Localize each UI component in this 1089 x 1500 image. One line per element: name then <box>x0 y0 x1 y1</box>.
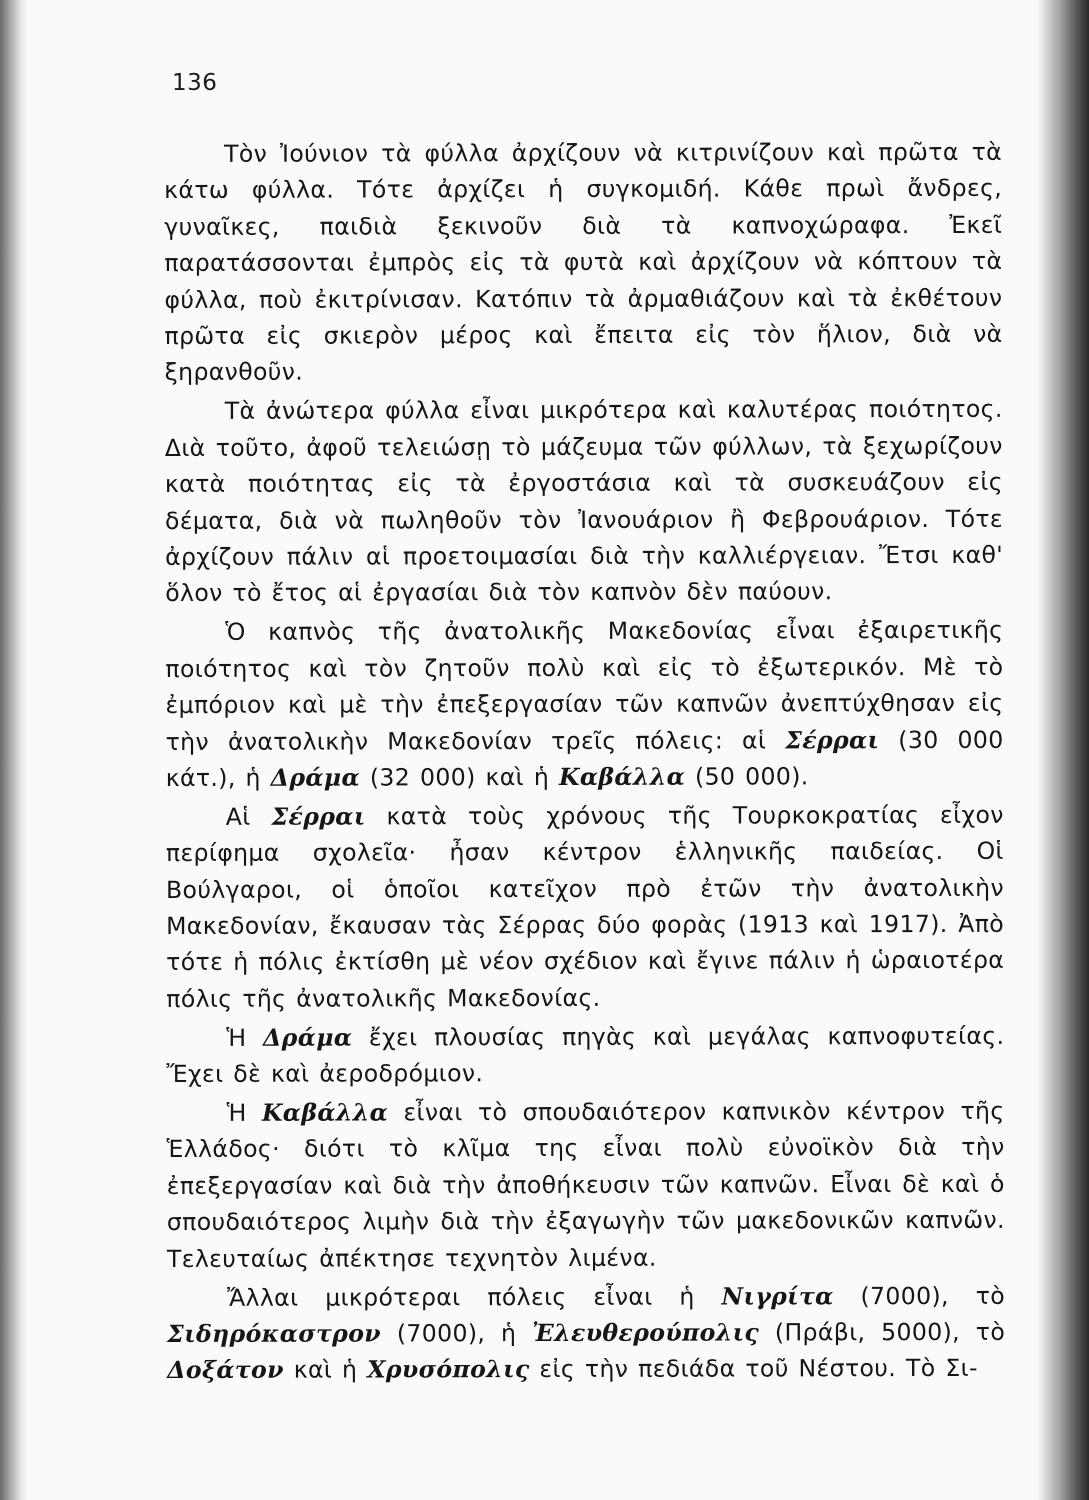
text-run: Ἡ <box>226 1098 262 1127</box>
place-name: Δοξάτον <box>167 1356 284 1385</box>
text-run: (50 000). <box>685 762 809 791</box>
text-run: Ἡ <box>226 1023 264 1052</box>
text-run: Ἄλλαι μικρότεραι πόλεις εἶναι ἡ <box>227 1282 722 1312</box>
text-run: Τὰ ἀνώτερα φύλλα εἶναι μικρότερα καὶ καλυτέρας ποιότητος. Διὰ τοῦτο, ἀφοῦ τελειώσῃ τὸ μάζευμα τῶν φύλλων, τὰ ξεχωρίζουν κατὰ ποιότητας εἰς τὰ ἐργοστάσια καὶ τὰ συσκευάζουν εἰς δέματα, διὰ νὰ πωληθοῦν τὸν Ἰανουάριον ἢ Φεβρουάριον. Τότε ἀρχίζουν πάλιν αἱ προετοιμασίαι διὰ τὴν καλλιέργειαν. Ἔτσι καθ' ὅλον τὸ ἔτος αἱ ἐργασίαι διὰ τὸν καπνὸν δὲν παύουν. <box>164 395 1004 608</box>
text-run: (Πράβι, 5000), τὸ <box>759 1317 1006 1347</box>
place-name: Σέρραι <box>785 725 880 754</box>
text-run: Τὸν Ἰούνιον τὰ φύλλα ἀρχίζουν νὰ κιτρινίζουν καὶ πρῶτα τὰ κάτω φύλλα. Τότε ἀρχίζει ἡ συγκομιδή. Κάθε πρωὶ ἄνδρες, γυναῖκες, παιδιὰ ξεκινοῦν διὰ τὰ καπνοχώραφα. Ἐκεῖ παρατάσσονται ἐμπρὸς εἰς τὰ φυτὰ καὶ ἀρχίζουν νὰ κόπτουν τὰ φύλλα, ποὺ ἐκιτρίνισαν. Κατόπιν τὰ ἀρμαθιάζουν καὶ τὰ ἐκθέτουν πρῶτα εἰς σκιερὸν μέρος καὶ ἔπειτα εἰς τὸν ἥλιον, διὰ νὰ ξηρανθοῦν. <box>164 137 1003 387</box>
text-body <box>164 134 1005 1392</box>
paragraph <box>167 1093 1005 1277</box>
place-name: Δράμα <box>270 763 361 792</box>
paragraph <box>166 1018 1004 1093</box>
paragraph <box>165 612 1003 796</box>
text-run: κατὰ τοὺς χρόνους τῆς Τουρκοκρατίας εἶχον περίφημα σχολεῖα· ἦσαν κέντρον ἑλληνικῆς παιδείας. Οἱ Βούλγαροι, οἱ ὁποῖοι κατεῖχον πρὸ ἐτῶν τὴν ἀνατολικὴν Μακεδονίαν, ἔκαυσαν τὰς Σέρρας δύο φορὰς (1913 καὶ 1917). Ἀπὸ τότε ἡ πόλις ἐκτίσθη μὲ νέον σχέδιον καὶ ἔγινε πάλιν ἡ ὡραιοτέρα πόλις τῆς ἀνατολικῆς Μακεδονίας. <box>165 800 1005 1013</box>
text-run: Ὁ καπνὸς τῆς ἀνατολικῆς Μακεδονίας εἶναι ἐξαιρετικῆς ποιότητος καὶ τὸν ζητοῦν πολὺ καὶ εἰς τὸ ἐξωτερικόν. Μὲ τὸ ἐμπόριον καὶ μὲ τὴν ἐπεξεργασίαν τῶν καπνῶν ἀνεπτύχθησαν εἰς τὴν ἀνατολικὴν Μακεδονίαν τρεῖς πόλεις: αἱ <box>165 616 1004 756</box>
place-name: Νιγρίτα <box>721 1281 834 1311</box>
paragraph <box>164 134 1003 391</box>
place-name: Σιδηρόκαστρον <box>167 1319 382 1348</box>
paragraph <box>167 1277 1005 1388</box>
page-number: 136 <box>172 70 218 96</box>
place-name: Ἐλευθερούπολις <box>532 1318 760 1348</box>
place-name: Σέρραι <box>271 802 366 831</box>
text-run: εἶναι τὸ σπουδαιότερον καπνικὸν κέντρον τῆς Ἑλλάδος· διότι τὸ κλῖμα της εἶναι πολὺ εὐνοϊκὸν διὰ τὴν ἐπεξεργασίαν καὶ διὰ τὴν ἀποθήκευσιν τῶν καπνῶν. Εἶναι δὲ καὶ ὁ σπουδαιότερος λιμὴν διὰ τὴν ἐξαγωγὴν τῶν μακεδονικῶν καπνῶν. Τελευταίως ἀπέκτησε τεχνητὸν λιμένα. <box>166 1096 1005 1273</box>
text-run: (7000), τὸ <box>833 1281 1006 1310</box>
place-name: Καβάλλα <box>558 762 686 791</box>
text-run: (32 000) καὶ ἡ <box>359 762 559 792</box>
text-run: εἰς τὴν πεδιάδα τοῦ Νέστου. Τὸ Σι- <box>529 1354 978 1384</box>
paragraph <box>165 391 1004 612</box>
text-run: (30 000 κάτ.), ἡ <box>165 725 1004 792</box>
text-run: ἔχει πλουσίας πηγὰς καὶ μεγάλας καπνοφυτείας. Ἔχει δὲ καὶ ἀεροδρόμιον. <box>166 1021 1005 1089</box>
place-name: Χρυσόπολις <box>367 1355 530 1384</box>
text-run: καὶ ἡ <box>283 1355 368 1385</box>
text-run: Αἱ <box>225 802 272 831</box>
text-run: (7000), ἡ <box>380 1319 533 1348</box>
paragraph <box>166 797 1005 1018</box>
place-name: Δράμα <box>262 1023 353 1052</box>
place-name: Καβάλλα <box>261 1098 389 1127</box>
